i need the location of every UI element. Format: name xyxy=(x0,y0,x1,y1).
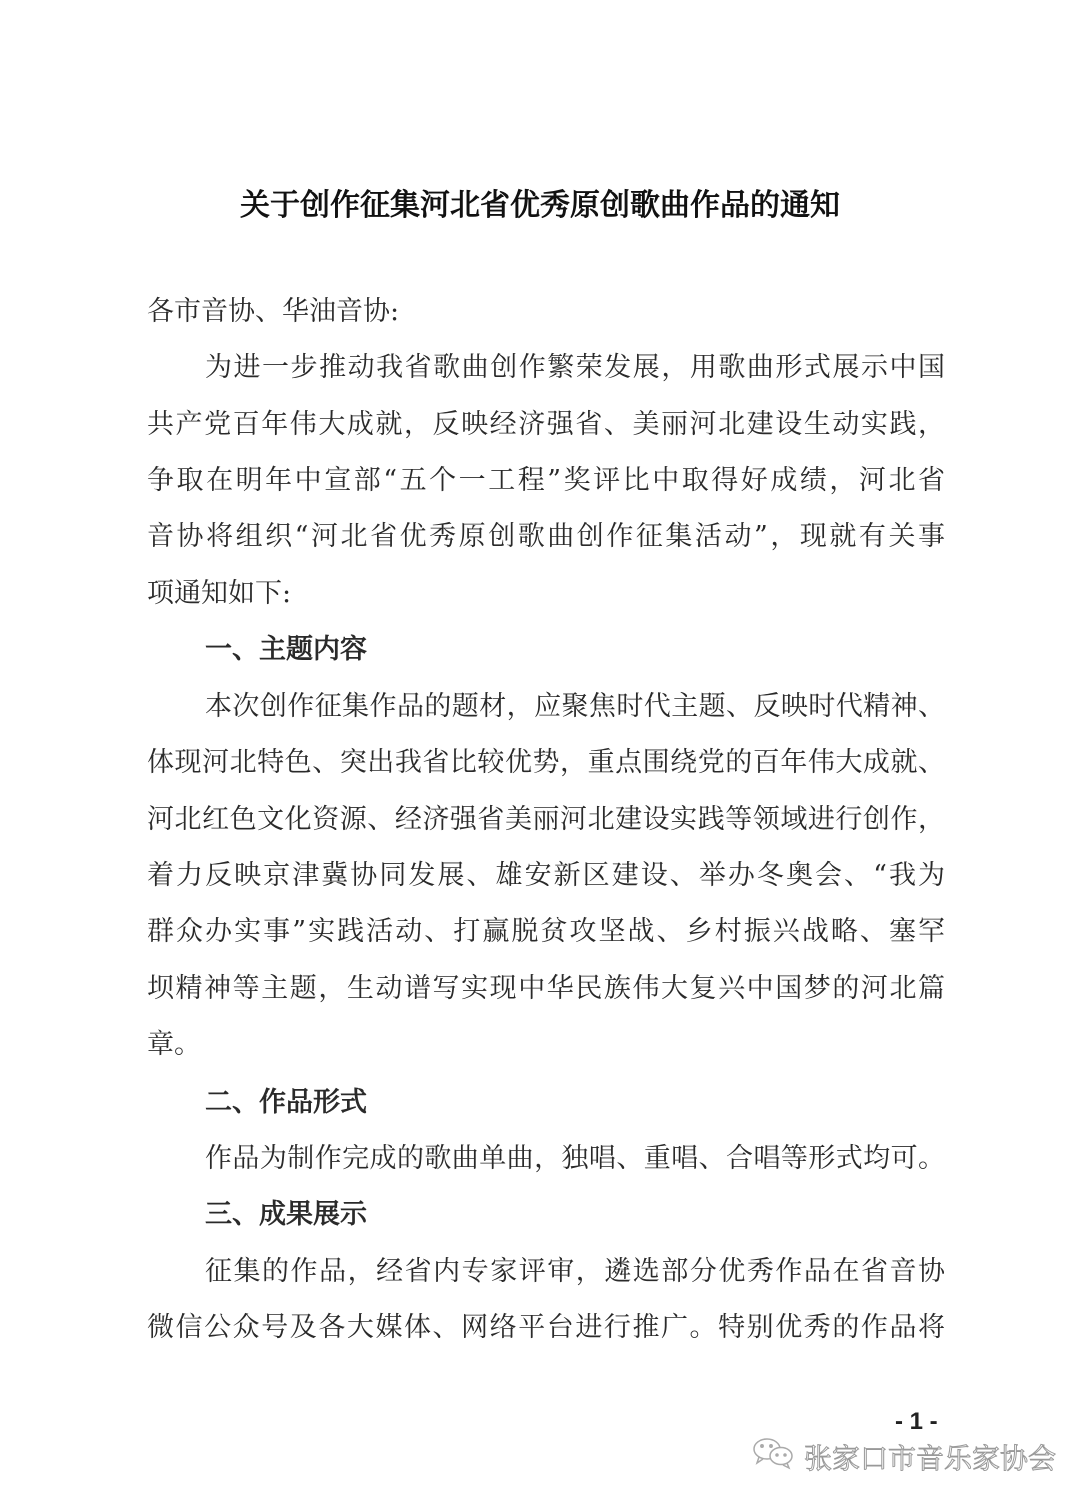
section-heading: 一、主题内容 xyxy=(205,634,367,665)
body-line: 着力反映京津冀协同发展、雄安新区建设、举办冬奥会、“我为 xyxy=(147,860,945,891)
body-line: 河北红色文化资源、经济强省美丽河北建设实践等领域进行创作， xyxy=(147,804,945,835)
body-line: 本次创作征集作品的题材，应聚焦时代主题、反映时代精神、 xyxy=(205,691,945,722)
intro-line: 项通知如下: xyxy=(147,578,292,609)
body-line: 坝精神等主题，生动谱写实现中华民族伟大复兴中国梦的河北篇 xyxy=(147,973,945,1004)
body-line: 章。 xyxy=(147,1029,201,1060)
intro-line: 为进一步推动我省歌曲创作繁荣发展，用歌曲形式展示中国 xyxy=(205,352,945,383)
intro-line: 争取在明年中宣部“五个一工程”奖评比中取得好成绩，河北省 xyxy=(147,465,945,496)
watermark-text: 张家口市音乐家协会 xyxy=(804,1441,1057,1475)
body-line: 征集的作品，经省内专家评审，遴选部分优秀作品在省音协 xyxy=(205,1256,945,1287)
body-line: 微信公众号及各大媒体、网络平台进行推广。特别优秀的作品将 xyxy=(147,1312,945,1343)
section-heading: 二、作品形式 xyxy=(205,1087,367,1118)
intro-line: 音协将组织“河北省优秀原创歌曲创作征集活动”，现就有关事 xyxy=(147,521,945,552)
body-line: 作品为制作完成的歌曲单曲，独唱、重唱、合唱等形式均可。 xyxy=(205,1143,945,1174)
document-title: 关于创作征集河北省优秀原创歌曲作品的通知 xyxy=(240,188,840,223)
body-line: 体现河北特色、突出我省比较优势，重点围绕党的百年伟大成就、 xyxy=(147,747,945,778)
wechat-icon xyxy=(752,1436,796,1477)
section-heading: 三、成果展示 xyxy=(205,1199,367,1230)
intro-line: 共产党百年伟大成就，反映经济强省、美丽河北建设生动实践， xyxy=(147,409,945,440)
watermark xyxy=(752,1436,1056,1477)
salutation: 各市音协、华油音协: xyxy=(147,296,400,327)
body-line: 群众办实事”实践活动、打赢脱贫攻坚战、乡村振兴战略、塞罕 xyxy=(147,916,945,947)
page-number: - 1 - xyxy=(895,1408,938,1435)
